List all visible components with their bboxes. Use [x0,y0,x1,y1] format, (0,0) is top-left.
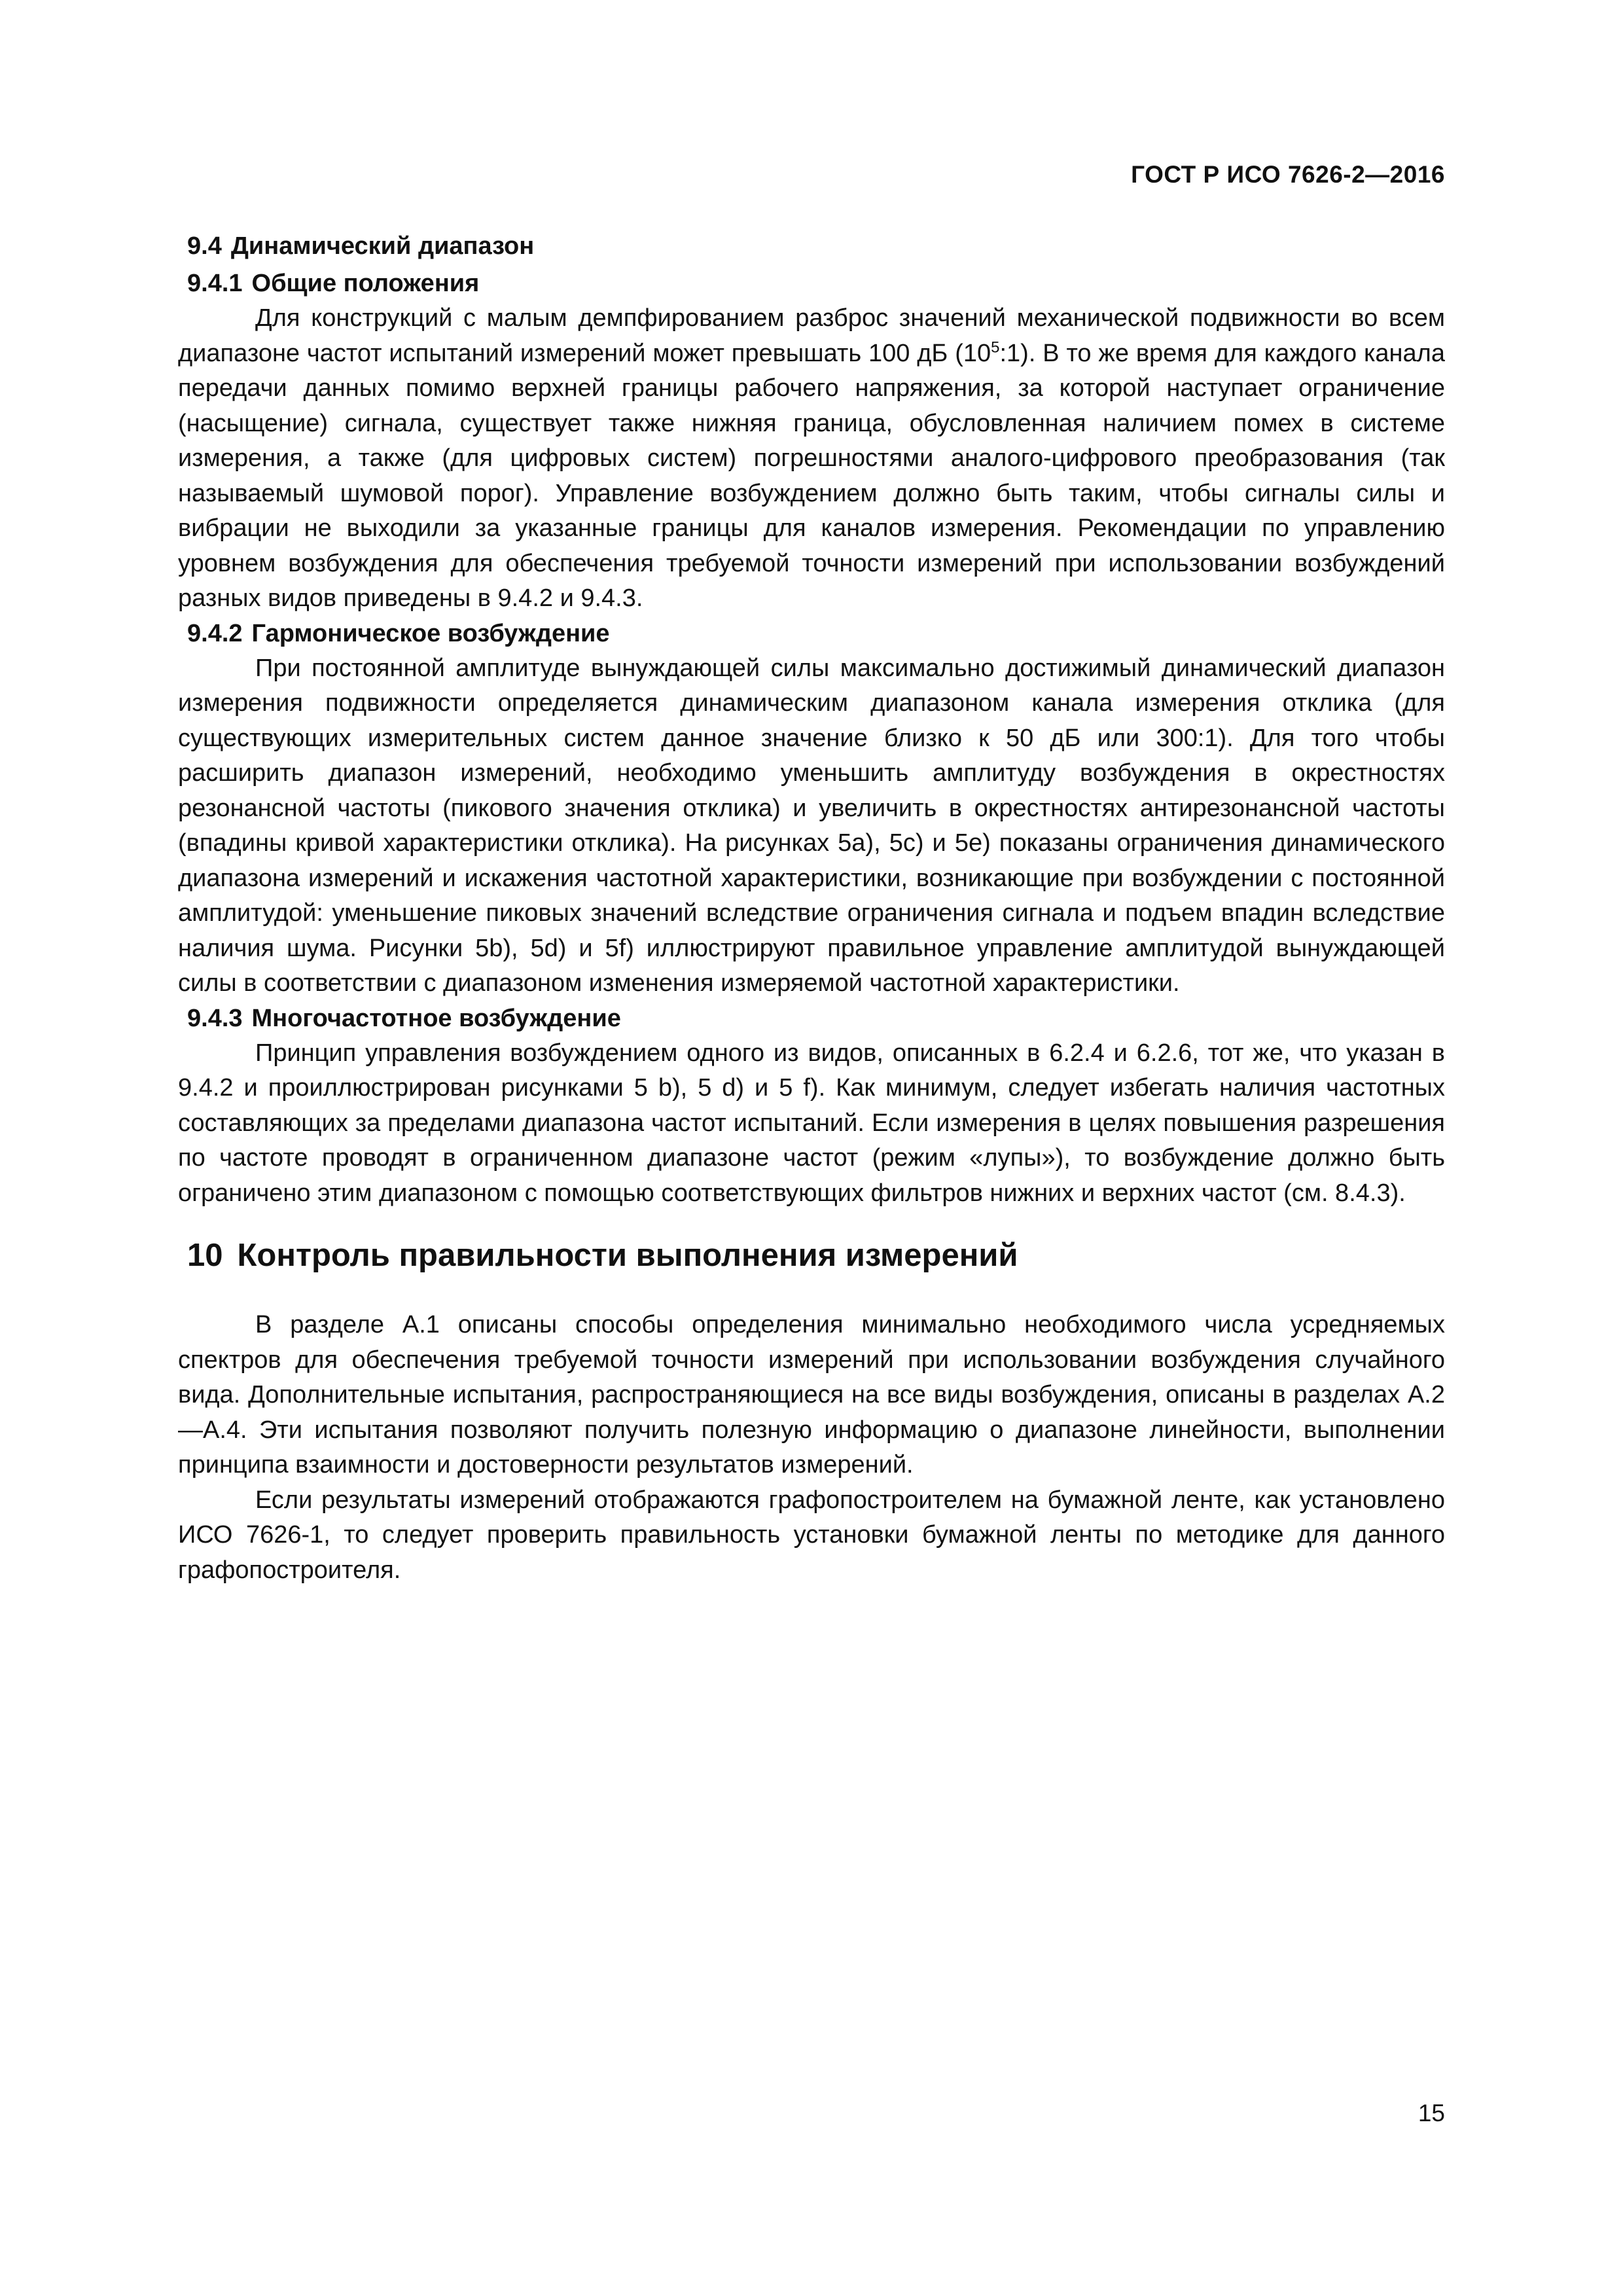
paragraph-9-4-3: Принцип управления возбуждением одного из видов, описанных в 6.2.4 и 6.2.6, тот же, что указан в 9.4.2 и проиллюстрирован рисунками 5 b), 5 d) и 5 f). Как минимум, следует избегать наличия частотных составляющих за пределами диапазона частот испытаний. Если измерения в целях повышения разрешения по частоте проводят в ограниченном диапазоне частот (режим «лупы»), то возбуждение должно быть ограничено этим диапазоном с помощью соответствующих фильтров нижних и верхних частот (см. 8.4.3). [178,1039,1445,1207]
subsection-heading-9-4-3 [178,1001,1445,1036]
section-heading-10 [178,1236,1445,1275]
document-body [178,229,1445,1588]
page-number: 15 [1418,2100,1445,2126]
subsection-title: Гармоническое возбуждение [251,619,610,647]
subsection-heading-9-4-1 [178,266,1445,301]
subsection-heading-9-4 [178,229,1445,264]
subsection-number: 9.4.2 [187,619,243,647]
paragraph-text: :1). В то же время для каждого канала передачи данных помимо верхней границы рабочего напряжения, за которой наступает ограничение (насыщение) сигнала, существует также нижняя граница, обусловленная наличием помех в системе измерения, а также (для цифровых систем) погрешностями аналого-цифрового преобразования (так называемый шумовой порог). Управление возбуждением должно быть таким, чтобы сигналы силы и вибрации не выходили за указанные границы для каналов измерения. Рекомендации по управлению уровнем возбуждения для обеспечения требуемой точности измерений при использовании возбуждений разных видов приведены в 9.4.2 и 9.4.3. [178,339,1445,612]
paragraph-9-4-1 [178,301,1445,617]
subsection-title: Динамический диапазон [230,232,535,260]
paragraph-10-1: В разделе А.1 описаны способы определения минимально необходимого числа усредняемых спектров для обеспечения требуемой точности измерений при использовании возбуждения случайного вида. Дополнительные испытания, распространяющиеся на все виды возбуждения, описаны в разделах А.2—А.4. Эти испытания позволяют получить полезную информацию о диапазоне линейности, выполнении принципа взаимности и достоверности результатов измерений. [178,1311,1445,1479]
subsection-title: Многочастотное возбуждение [251,1004,621,1032]
section-title: Контроль правильности выполнения измерений [237,1238,1018,1273]
subsection-title: Общие положения [251,270,480,297]
document-header-id: ГОСТ Р ИСО 7626-2—2016 [1131,161,1445,188]
superscript: 5 [991,338,1000,356]
paragraph-9-4-2: При постоянной амплитуде вынуждающей силы максимально достижимый динамический диапазон измерения подвижности определяется динамическим диапазоном канала измерения отклика (для существующих измерительных систем данное значение близко к 50 дБ или 300:1). Для того чтобы расширить диапазон измерений, необходимо уменьшить амплитуду возбуждения в окрестностях резонансной частоты (пикового значения отклика) и увеличить в окрестностях антирезонансной частоты (впадины кривой характеристики отклика). На рисунках 5a), 5c) и 5e) показаны ограничения динамического диапазона измерений и искажения частотной характеристики, возникающие при возбуждении с постоянной амплитудой: уменьшение пиковых значений вследствие ограничения сигнала и подъем впадин вследствие наличия шума. Рисунки 5b), 5d) и 5f) иллюстрируют правильное управление амплитудой вынуждающей силы в соответствии с диапазоном изменения измеряемой частотной характеристики. [178,654,1445,997]
subsection-number: 9.4.3 [187,1004,243,1032]
subsection-number: 9.4 [187,232,222,260]
subsection-heading-9-4-2 [178,617,1445,651]
paragraph-10-2: Если результаты измерений отображаются графопостроителем на бумажной ленте, как установлено ИСО 7626-1, то следует проверить правильность установки бумажной ленты по методике для данного графопостроителя. [178,1486,1445,1584]
section-number: 10 [187,1238,223,1273]
subsection-number: 9.4.1 [187,270,243,297]
paragraph-text: Для конструкций с малым демпфированием разброс значений механической подвижности во всем диапазоне частот испытаний измерений может превышать 100 дБ (10 [178,304,1445,367]
